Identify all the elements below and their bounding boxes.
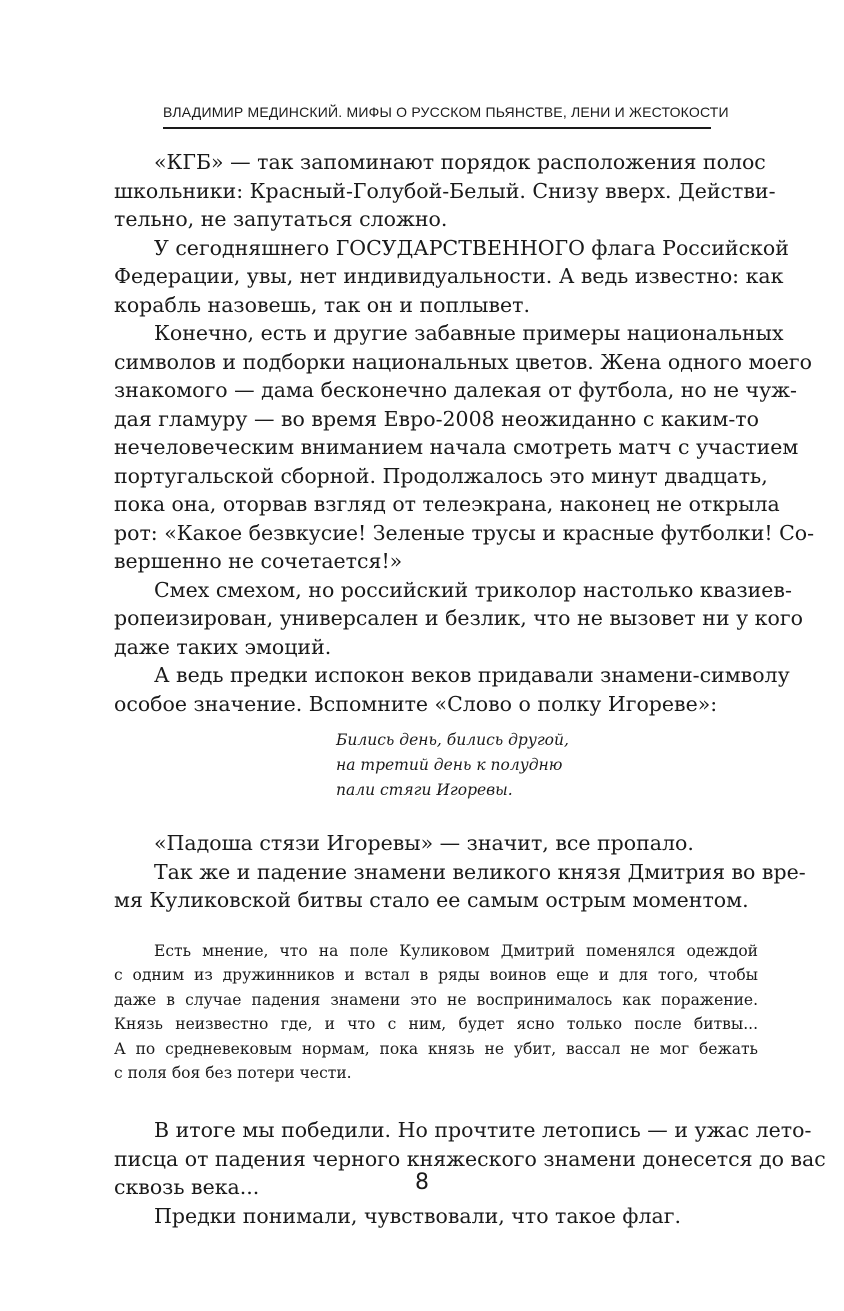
text-line: знакомого — дама бесконечно далекая от футбола, но не чуж- bbox=[114, 378, 797, 402]
text-line: писца от падения черного княжеского знамени донесется до вас bbox=[114, 1146, 826, 1171]
paragraph bbox=[114, 576, 803, 662]
note-line: даже в случае падения знамени это не воспринималось как поражение. bbox=[114, 990, 758, 1009]
note-line: Есть мнение, что на поле Куликовом Дмитрий поменялся одеждой bbox=[154, 941, 758, 960]
paragraph bbox=[114, 234, 789, 320]
note-line: с одним из дружинников и встал в ряды воинов еще и для того, чтобы bbox=[114, 966, 758, 985]
paragraph bbox=[114, 829, 758, 858]
text-line: ропеизирован, универсален и безлик, что не вызовет ни у кого bbox=[114, 606, 803, 630]
body-text bbox=[114, 148, 826, 1230]
text-line: «Падоша стязи Игоревы» — значит, все пропало. bbox=[154, 831, 694, 855]
text-line: В итоге мы победили. Но прочтите летопись — и ужас лето- bbox=[154, 1118, 812, 1143]
text-line: корабль назовешь, так он и поплывет. bbox=[114, 292, 531, 317]
text-line: португальской сборной. Продолжалось это минут двадцать, bbox=[114, 463, 768, 488]
paragraph bbox=[114, 148, 776, 234]
verse-quote bbox=[336, 728, 758, 803]
header-rule bbox=[163, 127, 711, 129]
verse-line: на третий день к полудню bbox=[336, 756, 563, 774]
text-line: особое значение. Вспомните «Слово о полку Игореве»: bbox=[114, 691, 718, 716]
text-line: символов и подборки национальных цветов. Жена одного моего bbox=[114, 349, 812, 374]
text-line: рот: «Какое безвкусие! Зеленые трусы и красные футболки! Со- bbox=[114, 520, 815, 545]
paragraph-group-1 bbox=[114, 148, 815, 718]
text-line: Конечно, есть и другие забавные примеры национальных bbox=[154, 321, 784, 345]
paragraph bbox=[114, 1202, 758, 1231]
note-line: Князь неизвестно где, и что с ним, будет ясно только после битвы... bbox=[114, 1015, 758, 1034]
text-line: Предки понимали, чувствовали, что такое флаг. bbox=[154, 1203, 681, 1228]
text-line: «КГБ» — так запоминают порядок расположения полос bbox=[154, 150, 766, 174]
text-line: Так же и падение знамени великого князя Дмитрия во вре- bbox=[154, 859, 806, 884]
note-line: с поля боя без потери чести. bbox=[114, 1064, 352, 1083]
side-note bbox=[114, 939, 758, 1087]
verse-line: Бились день, бились другой, bbox=[336, 731, 569, 749]
text-line: тельно, не запутаться сложно. bbox=[114, 207, 448, 231]
text-line: Федерации, увы, нет индивидуальности. А ведь известно: как bbox=[114, 264, 784, 288]
paragraph bbox=[114, 661, 790, 718]
verse-line: пали стяги Игоревы. bbox=[336, 781, 513, 799]
paragraph bbox=[114, 319, 815, 576]
text-line: Смех смехом, но российский триколор настолько квазиев- bbox=[154, 577, 792, 602]
text-line: У сегодняшнего ГОСУДАРСТВЕННОГО флага Российской bbox=[154, 235, 789, 260]
text-line: сквозь века... bbox=[114, 1175, 260, 1200]
note-line: А по средневековым нормам, пока князь не убит, вассал не мог бежать bbox=[114, 1039, 758, 1058]
text-line: мя Куликовской битвы стало ее самым острым моментом. bbox=[114, 888, 749, 912]
running-head: ВЛАДИМИР МЕДИНСКИЙ. МИФЫ О РУССКОМ ПЬЯНСТВЕ, ЛЕНИ И ЖЕСТОКОСТИ bbox=[163, 104, 729, 120]
text-line: даже таких эмоций. bbox=[114, 634, 332, 659]
text-line: А ведь предки испокон веков придавали знамени-символу bbox=[154, 663, 790, 687]
text-line: нечеловеческим вниманием начала смотреть матч с участием bbox=[114, 435, 799, 459]
text-line: школьники: Красный-Голубой-Белый. Снизу вверх. Действи- bbox=[114, 178, 776, 203]
text-line: вершенно не сочетается!» bbox=[114, 549, 403, 573]
paragraph bbox=[114, 858, 806, 915]
page-number: 8 bbox=[415, 1170, 429, 1195]
text-line: дая гламуру — во время Евро-2008 неожиданно с каким-то bbox=[114, 406, 759, 431]
paragraph-group-2 bbox=[114, 829, 806, 915]
text-line: пока она, оторвав взгляд от телеэкрана, наконец не открыла bbox=[114, 492, 780, 516]
